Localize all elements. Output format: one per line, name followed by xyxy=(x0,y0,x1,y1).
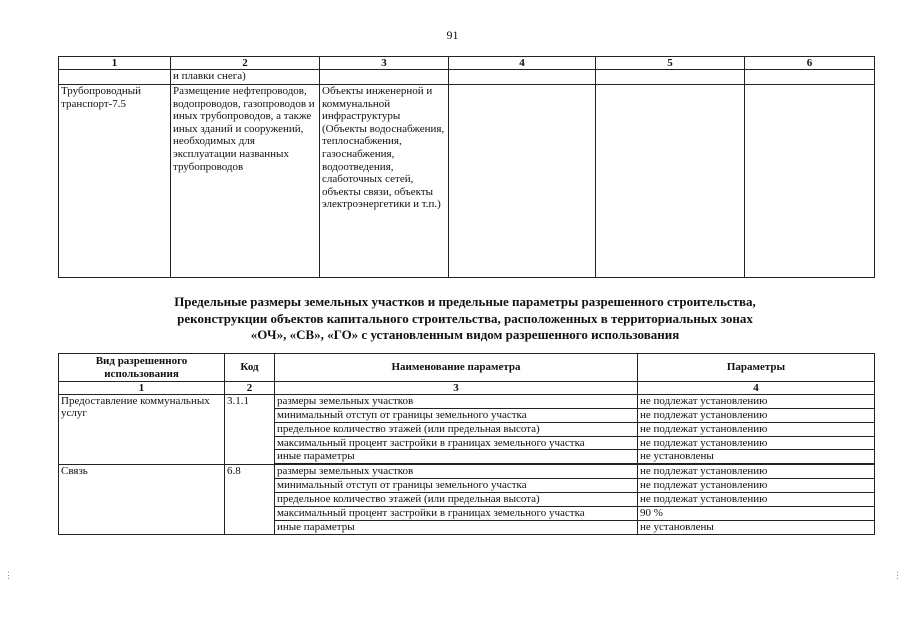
table1-col-number: 2 xyxy=(171,57,320,70)
land-use-table-continuation xyxy=(58,56,875,278)
table1-cell xyxy=(596,85,745,278)
column-number: 4 xyxy=(638,382,875,395)
parameter-name: размеры земельных участков xyxy=(275,465,638,479)
header-code: Код xyxy=(225,354,275,382)
table1-cell xyxy=(596,70,745,85)
parameter-name: иные параметры xyxy=(275,520,638,534)
table1-cell xyxy=(59,70,171,85)
header-value: Параметры xyxy=(638,354,875,382)
column-number: 1 xyxy=(59,382,225,395)
scan-edge-mark: ⋮ xyxy=(893,570,902,580)
code-cell: 3.1.1 xyxy=(225,395,275,465)
parameter-name: иные параметры xyxy=(275,450,638,464)
parameter-name: минимальный отступ от границы земельного участка xyxy=(275,479,638,493)
table1-col-number: 6 xyxy=(745,57,875,70)
parameter-value: не подлежат установлению xyxy=(638,423,875,437)
table1-cell xyxy=(320,70,449,85)
page-number: 91 xyxy=(446,28,459,42)
heading-line: Предельные размеры земельных участков и предельные параметры разрешенного строительства, xyxy=(174,294,756,309)
table1-col-number: 1 xyxy=(59,57,171,70)
parameter-name: предельное количество этажей (или предельная высота) xyxy=(275,493,638,507)
parameter-value: не подлежат установлению xyxy=(638,479,875,493)
description-cell: Размещение нефтепроводов, водопроводов, газопроводов и иных трубопроводов, а также иных зданий и сооружений, необходимых для эксплуатации названных трубопроводов xyxy=(171,85,320,278)
use-type-cell: Трубопроводный транспорт-7.5 xyxy=(59,85,171,278)
column-number: 3 xyxy=(275,382,638,395)
parameter-value: не подлежат установлению xyxy=(638,409,875,423)
parameters-table xyxy=(58,353,875,535)
table1-row-pipeline-transport xyxy=(59,85,875,278)
parameter-name: размеры земельных участков xyxy=(275,395,638,409)
header-use-type: Вид разрешенного использования xyxy=(59,354,225,382)
table1-header-row xyxy=(59,57,875,70)
heading-line: реконструкции объектов капитального строительства, расположенных в территориальных зонах xyxy=(177,310,753,326)
table1-cell xyxy=(745,70,875,85)
table1-cell xyxy=(449,70,596,85)
table2-header-row xyxy=(59,354,875,382)
parameter-value: не установлены xyxy=(638,450,875,464)
parameter-name: максимальный процент застройки в границах земельного участка xyxy=(275,507,638,520)
parameter-value: не подлежат установлению xyxy=(638,493,875,507)
section-heading xyxy=(80,294,850,344)
parameter-row xyxy=(59,465,875,479)
parameter-value: не подлежат установлению xyxy=(638,395,875,409)
parameter-name: предельное количество этажей (или предельная высота) xyxy=(275,423,638,437)
scan-edge-mark: ⋮ xyxy=(4,570,13,580)
parameter-value: 90 % xyxy=(638,507,875,520)
header-parameter: Наименование параметра xyxy=(275,354,638,382)
objects-cell: Объекты инженерной и коммунальной инфраструктуры (Объекты водоснабжения, теплоснабжения, газоснабжения, водоотведения, слаботочных сетей, объекты связи, объекты электроэнергетики и т.п.) xyxy=(320,85,449,278)
table1-continuation-row xyxy=(59,70,875,85)
parameter-value: не подлежат установлению xyxy=(638,437,875,450)
parameter-name: минимальный отступ от границы земельного участка xyxy=(275,409,638,423)
table1-cell xyxy=(745,85,875,278)
use-type-cell: Связь xyxy=(59,465,225,534)
use-type-cell: Предоставление коммунальных услуг xyxy=(59,395,225,465)
table1-col-number: 5 xyxy=(596,57,745,70)
table1-cell: и плавки снега) xyxy=(171,70,320,85)
column-number: 2 xyxy=(225,382,275,395)
table1-col-number: 3 xyxy=(320,57,449,70)
table2-number-row xyxy=(59,382,875,395)
code-cell: 6.8 xyxy=(225,465,275,534)
parameter-name: максимальный процент застройки в границах земельного участка xyxy=(275,437,638,450)
parameter-value: не установлены xyxy=(638,520,875,534)
heading-line: «ОЧ», «СВ», «ГО» с установленным видом разрешенного использования xyxy=(250,327,680,342)
parameter-row xyxy=(59,395,875,409)
parameter-value: не подлежат установлению xyxy=(638,465,875,479)
table1-cell xyxy=(449,85,596,278)
table1-col-number: 4 xyxy=(449,57,596,70)
